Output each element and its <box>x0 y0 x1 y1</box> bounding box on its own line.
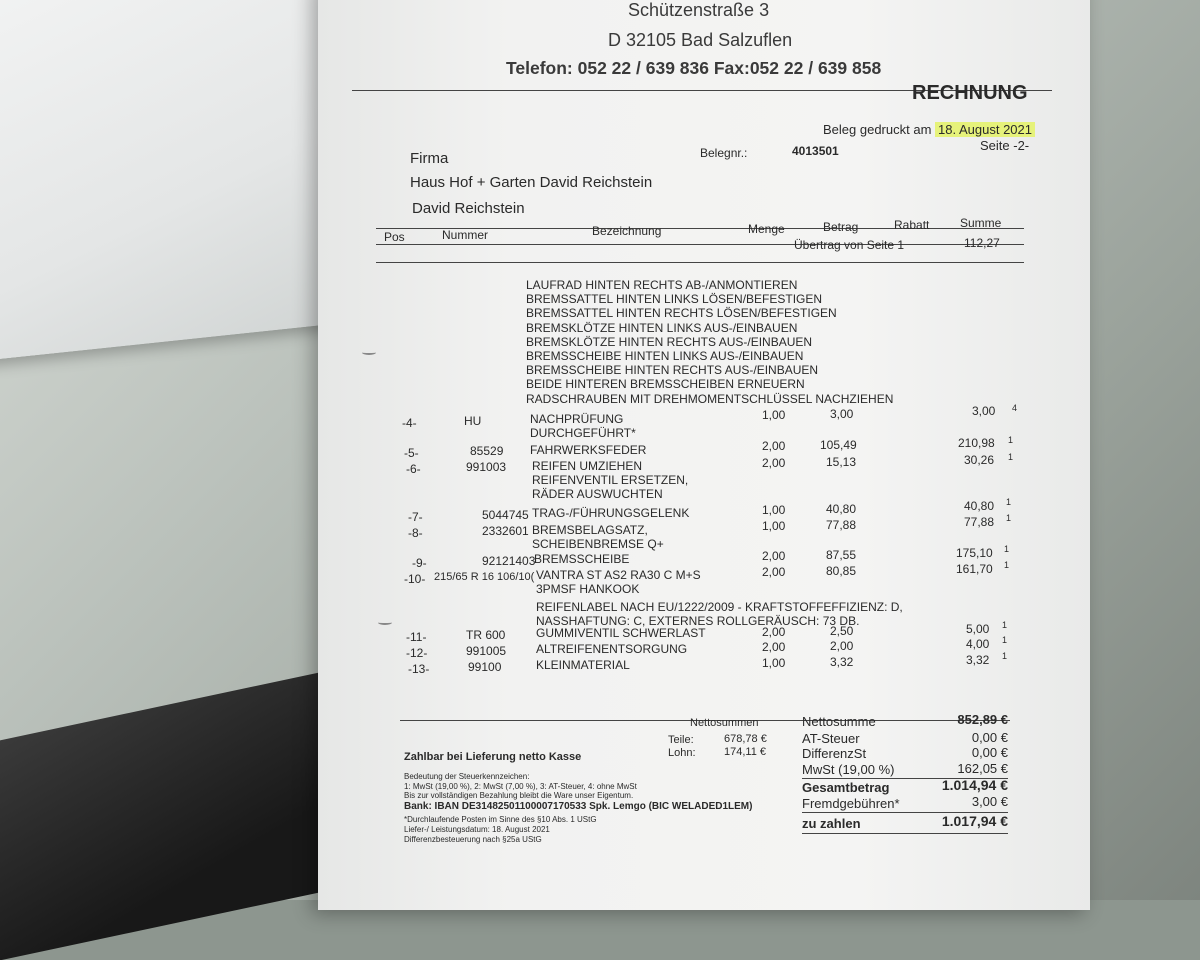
row-nummer: 5044745 <box>482 508 529 522</box>
row-nummer: 99100 <box>468 660 502 674</box>
total-row <box>802 714 1008 731</box>
total-row <box>802 731 1008 746</box>
col-bezeichnung: Bezeichnung <box>592 224 662 238</box>
total-value: 162,05 € <box>957 761 1008 776</box>
total-row <box>802 746 1008 761</box>
row-desc-line: REIFEN UMZIEHEN <box>532 459 643 473</box>
payment-terms: Zahlbar bei Lieferung netto Kasse <box>404 751 582 763</box>
row-description <box>532 459 688 501</box>
footnote-1: *Durchlaufende Posten im Sinne des §10 Abs. 1 UStG <box>404 815 597 824</box>
work-line: BREMSKLÖTZE HINTEN RECHTS AUS-/EINBAUEN <box>526 334 813 349</box>
table-header-rule <box>376 244 1024 245</box>
lohn-label: Lohn: <box>668 747 696 759</box>
row-description: TRAG-/FÜHRUNGSGELENK <box>532 506 690 520</box>
carryover-rule <box>376 262 1024 263</box>
row-desc-line: REIFENVENTIL ERSETZEN, <box>532 473 689 487</box>
belegnr-label: Belegnr.: <box>700 146 748 160</box>
total-value: 0,00 € <box>971 730 1008 745</box>
row-betrag: 105,49 <box>820 438 857 452</box>
row-tax-code: 1 <box>1002 635 1008 645</box>
row-pos: -8- <box>408 526 423 540</box>
row-summe: 175,10 <box>956 546 993 560</box>
row-description <box>530 412 636 440</box>
printed-date: 18. August 2021 <box>935 122 1035 137</box>
row-desc-line: NASSHAFTUNG: C, EXTERNES ROLLGERÄUSCH: 73 DB. <box>536 614 860 628</box>
total-label: DifferenzSt <box>802 746 867 761</box>
carryover-label: Übertrag von Seite 1 <box>794 238 905 252</box>
work-description <box>526 278 893 406</box>
work-line: BREMSSCHEIBE HINTEN LINKS AUS-/EINBAUEN <box>526 349 804 364</box>
document-type: RECHNUNG <box>912 82 1028 104</box>
row-tax-code: 1 <box>1002 651 1008 661</box>
row-menge: 1,00 <box>762 519 786 533</box>
work-line: BREMSSATTEL HINTEN LINKS LÖSEN/BEFESTIGEN <box>526 292 823 307</box>
row-tax-code: 4 <box>1012 403 1018 413</box>
row-menge: 1,00 <box>762 656 786 670</box>
col-menge: Menge <box>748 222 785 236</box>
footnote-3: Differenzbesteuerung nach §25a UStG <box>404 835 542 844</box>
printed-label: Beleg gedruckt am <box>823 122 932 137</box>
row-pos: -5- <box>404 446 419 460</box>
row-description: ALTREIFENENTSORGUNG <box>536 642 688 656</box>
work-line: BREMSSCHEIBE HINTEN RECHTS AUS-/EINBAUEN <box>526 363 819 378</box>
company-phone: Telefon: 052 22 / 639 836 Fax:052 22 / 639 858 <box>506 58 882 78</box>
row-betrag: 2,50 <box>830 624 854 638</box>
row-pos: -6- <box>406 462 421 476</box>
row-summe: 3,00 <box>972 404 996 418</box>
row-tax-code: 1 <box>1006 513 1012 523</box>
customer-line-1: Firma <box>410 150 449 167</box>
total-value: 1.017,94 € <box>941 813 1008 829</box>
row-tax-code: 1 <box>1002 620 1008 630</box>
total-row <box>802 813 1008 834</box>
row-summe: 30,26 <box>964 453 995 467</box>
row-betrag: 2,00 <box>830 639 854 653</box>
teile-label: Teile: <box>668 734 694 746</box>
row-betrag: 77,88 <box>826 518 857 532</box>
row-desc-line: REIFENLABEL NACH EU/1222/2009 - KRAFTSTOFFEFFIZIENZ: D, <box>536 600 903 614</box>
row-summe: 4,00 <box>966 637 990 651</box>
netto-header: Nettosummen <box>690 717 759 729</box>
row-nummer: 85529 <box>470 444 504 458</box>
row-summe: 40,80 <box>964 499 995 513</box>
row-summe: 5,00 <box>966 622 990 636</box>
row-nummer: TR 600 <box>466 628 506 642</box>
row-pos: -9- <box>412 556 427 570</box>
teile-value: 678,78 € <box>724 733 767 745</box>
total-row <box>802 779 1008 795</box>
tax-legend-title: Bedeutung der Steuerkennzeichen: <box>404 772 530 781</box>
company-city: D 32105 Bad Salzuflen <box>608 30 793 50</box>
lohn-value: 174,11 € <box>724 746 767 758</box>
col-betrag: Betrag <box>823 220 859 234</box>
total-value: 0,00 € <box>971 745 1008 760</box>
row-menge: 1,00 <box>762 503 786 517</box>
tax-legend: 1: MwSt (19,00 %), 2: MwSt (7,00 %), 3: AT-Steuer, 4: ohne MwSt <box>404 782 637 791</box>
row-betrag: 3,32 <box>830 655 854 669</box>
row-summe: 3,32 <box>966 653 990 667</box>
row-menge: 2,00 <box>762 640 786 654</box>
row-pos: -7- <box>408 510 423 524</box>
row-nummer: 215/65 R 16 106/10( <box>434 571 535 583</box>
row-desc-line: RÄDER AUSWUCHTEN <box>532 487 663 501</box>
col-rabatt: Rabatt <box>894 218 930 232</box>
row-betrag: 80,85 <box>826 564 857 578</box>
row-nummer: 991005 <box>466 644 507 658</box>
row-summe: 77,88 <box>964 515 995 529</box>
row-betrag: 15,13 <box>826 455 857 469</box>
row-pos: -12- <box>406 646 428 660</box>
row-description: KLEINMATERIAL <box>536 658 630 672</box>
row-tax-code: 1 <box>1006 497 1012 507</box>
col-summe: Summe <box>960 216 1002 230</box>
row-menge: 2,00 <box>762 439 786 453</box>
row-menge: 2,00 <box>762 456 786 470</box>
total-value: 852,89 € <box>957 712 1008 727</box>
total-label: Gesamtbetrag <box>802 780 890 795</box>
total-label: zu zahlen <box>802 816 861 831</box>
total-label: Fremdgebühren* <box>802 796 900 811</box>
row-menge: 2,00 <box>762 625 786 639</box>
row-description: BREMSSCHEIBE <box>534 552 630 566</box>
punch-mark <box>362 350 376 355</box>
customer-line-2: Haus Hof + Garten David Reichstein <box>410 174 653 191</box>
row-nummer: HU <box>464 414 482 428</box>
row-tax-code: 1 <box>1008 452 1014 462</box>
row-pos: -4- <box>402 416 417 430</box>
row-description <box>532 523 664 551</box>
punch-mark <box>378 620 392 625</box>
work-line: LAUFRAD HINTEN RECHTS AB-/ANMONTIEREN <box>526 278 798 292</box>
carryover-value: 112,27 <box>964 236 1000 250</box>
row-tax-code: 1 <box>1004 544 1010 554</box>
row-betrag: 3,00 <box>830 407 854 421</box>
invoice-sheet <box>318 0 1090 910</box>
row-pos: -10- <box>404 572 426 586</box>
printed-on <box>823 122 1035 137</box>
row-menge: 2,00 <box>762 565 786 579</box>
row-nummer: 2332601 <box>482 524 529 538</box>
customer-line-3: David Reichstein <box>412 200 525 217</box>
col-pos: Pos <box>384 230 405 244</box>
total-label: MwSt (19,00 %) <box>802 762 895 777</box>
company-street: Schützenstraße 3 <box>628 0 770 20</box>
work-line: BREMSSATTEL HINTEN RECHTS LÖSEN/BEFESTIGEN <box>526 306 837 321</box>
row-tax-code: 1 <box>1004 560 1010 570</box>
row-pos: -11- <box>406 630 427 644</box>
total-label: AT-Steuer <box>802 731 860 746</box>
work-line: RADSCHRAUBEN MIT DREHMOMENTSCHLÜSSEL NACHZIEHEN <box>526 391 894 406</box>
work-line: BEIDE HINTEREN BREMSSCHEIBEN ERNEUERN <box>526 377 805 392</box>
row-pos: -13- <box>408 662 430 676</box>
total-value: 3,00 € <box>971 794 1008 809</box>
work-line: BREMSKLÖTZE HINTEN LINKS AUS-/EINBAUEN <box>526 320 798 335</box>
page-number: Seite -2- <box>980 138 1030 153</box>
total-row <box>802 795 1008 813</box>
row-nummer: 92121403 <box>482 554 536 568</box>
total-value: 1.014,94 € <box>941 777 1008 793</box>
row-betrag: 40,80 <box>826 502 857 516</box>
row-desc-line: DURCHGEFÜHRT* <box>530 426 636 440</box>
col-nummer: Nummer <box>442 228 489 242</box>
row-betrag: 87,55 <box>826 548 857 562</box>
row-tax-code: 1 <box>1008 435 1014 445</box>
row-menge: 1,00 <box>762 408 786 422</box>
row-menge: 2,00 <box>762 549 786 563</box>
belegnr-value: 4013501 <box>792 144 839 158</box>
row-summe: 161,70 <box>956 562 993 576</box>
footnote-2: Liefer-/ Leistungsdatum: 18. August 2021 <box>404 825 550 834</box>
ownership-note: Bis zur vollständigen Bezahlung bleibt die Ware unser Eigentum. <box>404 791 634 800</box>
bank-details: Bank: IBAN DE31482501100007170533 Spk. Lemgo (BIC WELADED1LEM) <box>404 801 753 812</box>
total-label: Nettosumme <box>802 714 876 729</box>
row-description: FAHRWERKSFEDER <box>530 443 647 457</box>
row-nummer: 991003 <box>466 460 507 474</box>
totals-box <box>802 714 1008 834</box>
row-description: GUMMIVENTIL SCHWERLAST <box>536 626 706 640</box>
row-desc-line: BREMSBELAGSATZ, <box>532 523 648 537</box>
row-desc-line: SCHEIBENBREMSE Q+ <box>532 537 664 551</box>
row-desc-line: VANTRA ST AS2 RA30 C M+S <box>536 568 701 582</box>
row-desc-line: 3PMSF HANKOOK <box>536 582 640 596</box>
row-desc-line: NACHPRÜFUNG <box>530 412 624 426</box>
row-summe: 210,98 <box>958 436 995 450</box>
